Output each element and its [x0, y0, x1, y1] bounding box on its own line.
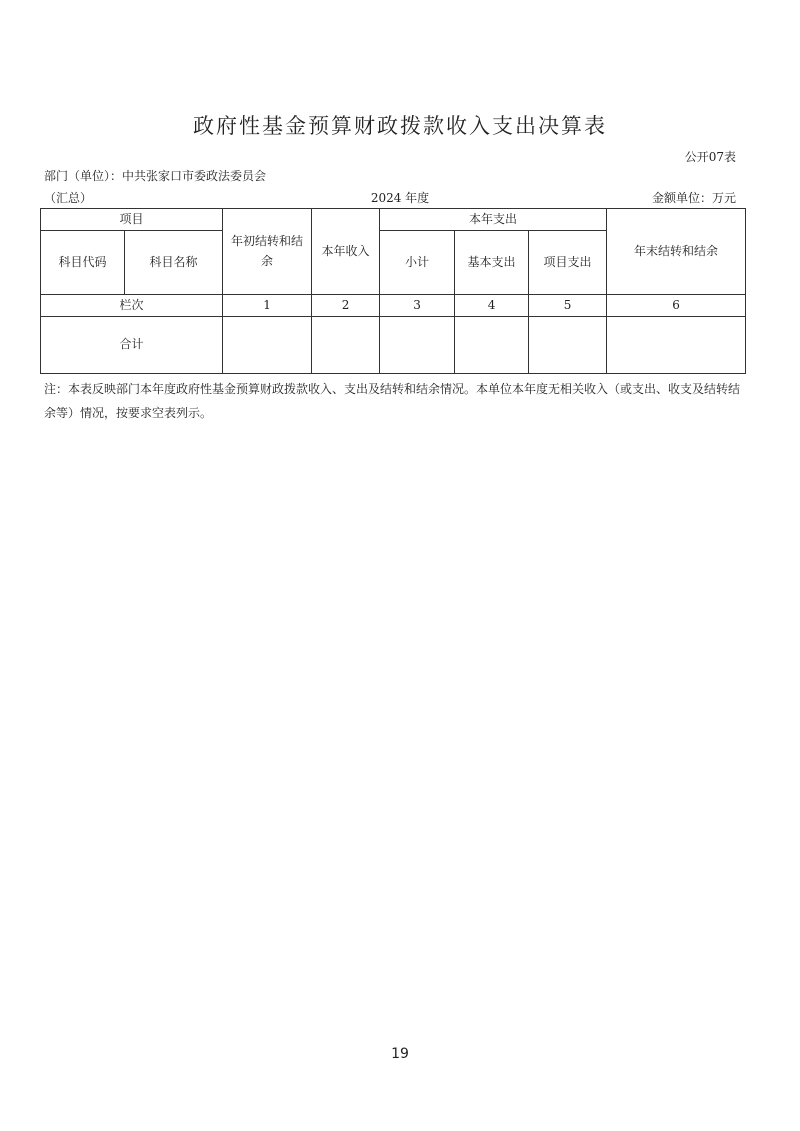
- total-cell: [223, 317, 312, 374]
- header-income: 本年收入: [312, 209, 380, 295]
- header-subject-name: 科目名称: [125, 231, 223, 295]
- header-row-1: [41, 209, 746, 231]
- total-cell: [455, 317, 529, 374]
- header-project-expense: 项目支出: [529, 231, 607, 295]
- total-cell: [380, 317, 455, 374]
- budget-table: [40, 208, 746, 374]
- col-number: 4: [455, 295, 529, 317]
- total-cell: [529, 317, 607, 374]
- page-number: 19: [391, 1046, 409, 1062]
- header-basic-expense: 基本支出: [455, 231, 529, 295]
- fiscal-year: 2024 年度: [370, 191, 430, 205]
- header-item: 项目: [41, 209, 223, 231]
- total-cell: [312, 317, 380, 374]
- col-number: 2: [312, 295, 380, 317]
- col-number: 1: [223, 295, 312, 317]
- header-opening-balance: [223, 209, 312, 295]
- header-expense: 本年支出: [380, 209, 607, 231]
- department-label: 部门（单位）：中共张家口市委政法委员会: [44, 169, 267, 183]
- total-label: 合计: [41, 317, 223, 374]
- header-subject-code: 科目代码: [41, 231, 125, 295]
- header-opening-text: 年初结转和结余: [231, 234, 304, 268]
- col-number: 5: [529, 295, 607, 317]
- amount-unit: 金额单位：万元: [651, 191, 736, 205]
- column-index-row: [41, 295, 746, 317]
- page-title: 政府性基金预算财政拨款收入支出决算表: [193, 114, 607, 138]
- header-closing-balance: 年末结转和结余: [607, 209, 746, 295]
- summary-label: （汇总）: [44, 191, 93, 205]
- header-subtotal: 小计: [380, 231, 455, 295]
- col-number: 6: [607, 295, 746, 317]
- row-index-label: 栏次: [41, 295, 223, 317]
- total-row: [41, 317, 746, 374]
- footnote: 注：本表反映部门本年度政府性基金预算财政拨款收入、支出及结转和结余情况。本单位本年度无相关收入（或支出、收支及结转结余等）情况，按要求空表列示。: [44, 382, 741, 420]
- col-number: 3: [380, 295, 455, 317]
- form-code: 公开07表: [684, 150, 736, 164]
- total-cell: [607, 317, 746, 374]
